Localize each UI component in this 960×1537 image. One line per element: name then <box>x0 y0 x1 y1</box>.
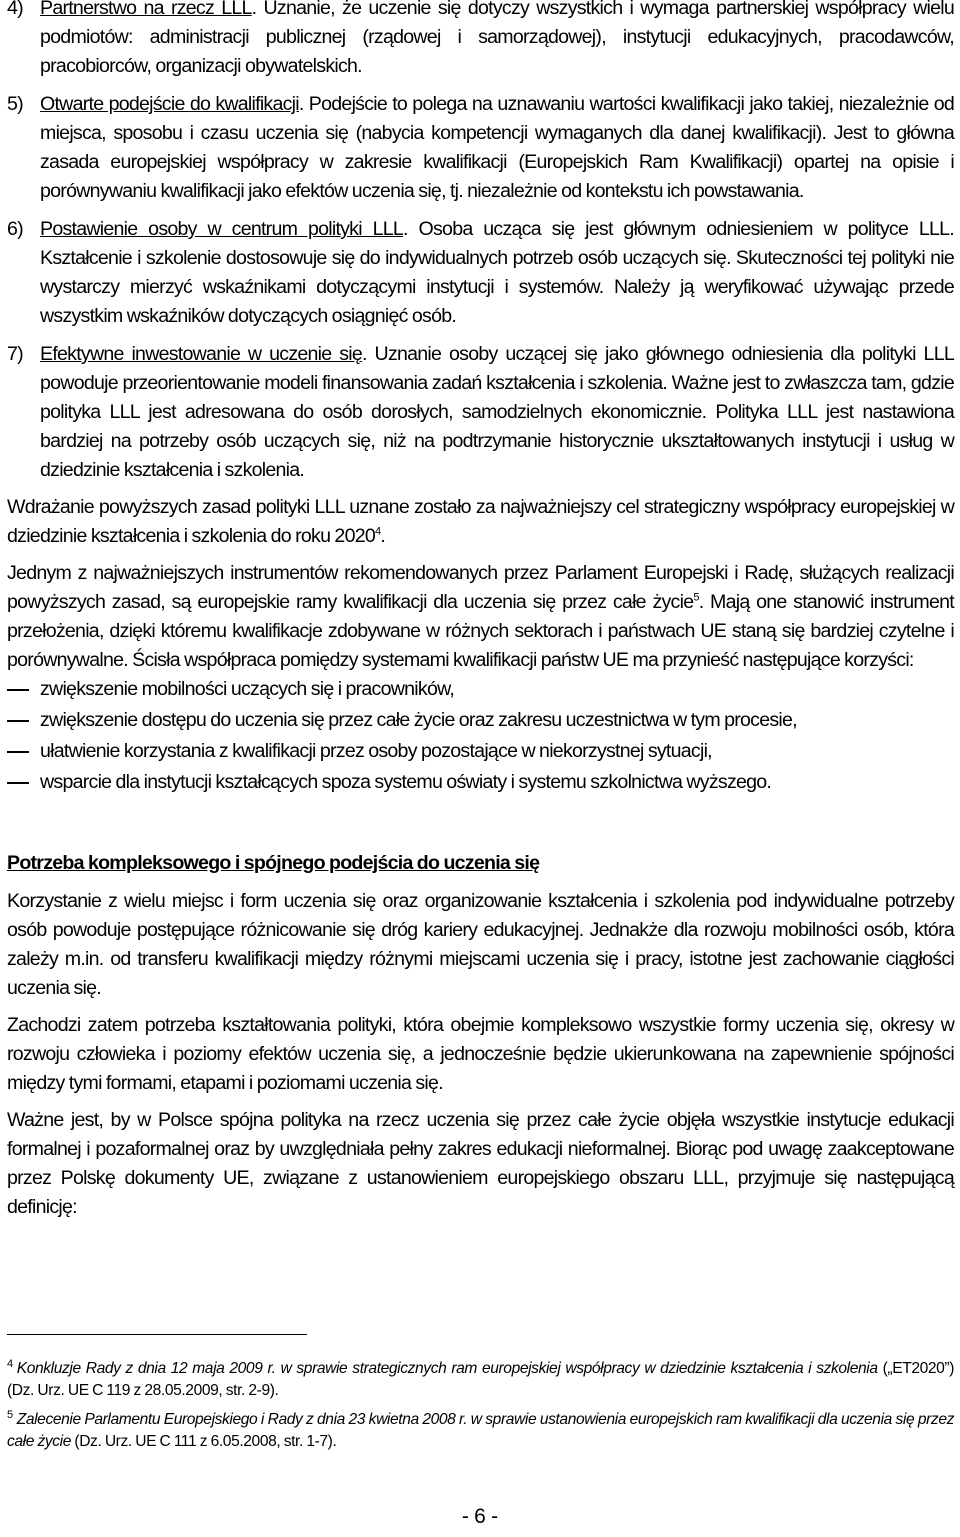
footnote-citation: („ET2020”) (Dz. Urz. UE C 119 z 28.05.2009, str. 2-9). <box>7 1360 954 1399</box>
footnote-title: Konkluzje Rady z dnia 12 maja 2009 r. w sprawie strategicznych ram europejskiej współpracy w dziedzinie kształcenia i szkolenia <box>16 1360 878 1377</box>
item-text: . Uznanie osoby uczącej się jako głównego odniesienia dla polityki LLL powoduje przeorientowanie modeli finansowania zadań kształcenia i szkolenia. Ważne jest to zwłaszcza tam, gdzie polityka LLL jest adresowana do osób dorosłych, samodzielnych ekonomicznie. Polityka LLL jest nastawiona bardziej na potrzeby osób uczących się, niż na podtrzymanie historycznie ukształtowanych instytucji i usług w dziedzinie kształcenia i szkolenia. <box>40 343 955 481</box>
footnote-title: Zalecenie Parlamentu Europejskiego i Rady z dnia 23 kwietna 2008 r. w sprawie ustanowienia europejskich ram kwalifikacji dla uczenia się przez całe życie <box>7 1411 954 1450</box>
page-number: - 6 - <box>461 1505 499 1528</box>
principle-item-7 <box>7 340 954 485</box>
item-title: Postawienie osoby w centrum polityki LLL <box>40 218 404 240</box>
benefits-list <box>7 675 954 799</box>
paragraph-implementation <box>7 493 954 551</box>
section-heading: Potrzeba kompleksowego i spójnego podejścia do uczenia się <box>7 852 540 874</box>
paragraph-text-continued: . Mają one stanowić instrument przełożenia, dzięki któremu kwalifikacje zdobywane w różnych sektorach i państwach UE staną się bardziej czytelne i porównywalne. Ścisła współpraca pomiędzy systemami kwalifikacji państw UE ma przynieść następujące korzyści: <box>7 591 954 671</box>
dash-bullet <box>7 782 29 784</box>
item-text: . Podejście to polega na uznawaniu wartości kwalifikacji jako takiej, niezależnie od miejsca, sposobu i czasu uczenia się (nabycia kompetencji wymaganych dla danej kwalifikacji). Jest to główna zasada europejskiej współpracy w zakresie kwalifikacji (Europejskich Ram Kwalifikacji) opartej na opisie i porównywaniu kwalifikacji jako efektów uczenia się, tj. niezależnie od kontekstu ich powstawania. <box>40 93 954 202</box>
footnote-ref-4: 4 <box>375 525 381 538</box>
list-item <box>7 706 954 737</box>
footnote-separator <box>7 1334 307 1335</box>
footnote-citation: (Dz. Urz. UE C 111 z 6.05.2008, str. 1-7). <box>70 1433 337 1450</box>
paragraph-text: Jednym z najważniejszych instrumentów rekomendowanych przez Parlament Europejski i Radę, służących realizacji powyższych zasad, są europejskie ramy kwalifikacji dla uczenia się przez całe życie <box>7 562 954 613</box>
list-item <box>7 675 954 706</box>
paragraph-text: Wdrażanie powyższych zasad polityki LLL uznane zostało za najważniejszy cel strategiczny współpracy europejskiej w dziedzinie kształcenia i szkolenia do roku 2020 <box>7 496 954 547</box>
list-item <box>7 737 954 768</box>
footnote-number: 5 <box>7 1408 13 1421</box>
list-item <box>7 768 954 799</box>
paragraph-instrument <box>7 559 954 675</box>
item-title: Partnerstwo na rzecz LLL <box>40 0 252 19</box>
item-number: 5) <box>7 93 23 115</box>
footnote-5 <box>7 1409 954 1453</box>
item-title: Otwarte podejście do kwalifikacji <box>40 93 299 115</box>
item-text: . Uznanie, że uczenie się dotyczy wszystkich i wymaga partnerskiej współpracy wielu podmiotów: administracji publicznej (rządowej i samorządowej), instytucji edukacyjnych, pracodawców, pracobiorców, organizacji obywatelskich. <box>40 0 955 77</box>
footnote-4 <box>7 1358 954 1402</box>
paragraph-end: . <box>380 525 386 547</box>
list-item-text: zwiększenie dostępu do uczenia się przez całe życie oraz zakresu uczestnictwa w tym procesie, <box>40 709 797 731</box>
list-item-text: wsparcie dla instytucji kształcących spoza systemu oświaty i systemu szkolnictwa wyższego. <box>40 771 772 793</box>
section-paragraph: Ważne jest, by w Polsce spójna polityka na rzecz uczenia się przez całe życie objęła wszystkie instytucje edukacji formalnej i pozaformalnej oraz by uwzględniała pełny zakres edukacji nieformalnej. Biorąc pod uwagę zaakceptowane przez Polskę dokumenty UE, związane z ustanowieniem europejskiego obszaru LLL, przyjmuje się następującą definicję: <box>7 1109 954 1218</box>
item-title: Efektywne inwestowanie w uczenie się <box>40 343 363 365</box>
section-paragraph: Korzystanie z wielu miejsc i form uczenia się oraz organizowanie kształcenia i szkolenia pod indywidualne potrzeby osób powoduje postępujące różnicowanie się dróg kariery edukacyjnej. Jednakże dla rozwoju mobilności osób, która zależy m.in. od transferu kwalifikacji między różnymi miejscami uczenia się i pracy, istotne jest zachowanie ciągłości uczenia się. <box>7 890 954 999</box>
item-number: 4) <box>7 0 23 19</box>
dash-bullet <box>7 689 29 691</box>
principle-item-6 <box>7 215 954 331</box>
item-number: 7) <box>7 343 23 365</box>
dash-bullet <box>7 720 29 722</box>
list-item-text: ułatwienie korzystania z kwalifikacji przez osoby pozostające w niekorzystnej sytuacji, <box>40 740 712 762</box>
dash-bullet <box>7 751 29 753</box>
item-text: . Osoba ucząca się jest głównym odniesieniem w polityce LLL. Kształcenie i szkolenie dostosowuje się do indywidualnych potrzeb osób uczących się. Skuteczności tej polityki nie wystarczy mierzyć wskaźnikami dotyczącymi instytucji i systemów. Należy ją weryfikować używając przede wszystkim wskaźników dotyczących osiągnięć osób. <box>40 218 954 327</box>
list-item-text: zwiększenie mobilności uczących się i pracowników, <box>40 678 455 700</box>
item-number: 6) <box>7 218 23 240</box>
section-paragraph: Zachodzi zatem potrzeba kształtowania polityki, która obejmie kompleksowo wszystkie formy uczenia się, okresy w rozwoju człowieka i poziomy efektów uczenia się, a jednocześnie będzie ukierunkowana na zapewnienie spójności między tymi formami, etapami i poziomami uczenia się. <box>7 1014 954 1094</box>
principle-item-5 <box>7 90 954 206</box>
footnote-number: 4 <box>7 1357 13 1370</box>
principle-item-4 <box>7 0 954 81</box>
footnotes <box>7 1358 954 1453</box>
footnote-ref-5: 5 <box>693 591 699 604</box>
